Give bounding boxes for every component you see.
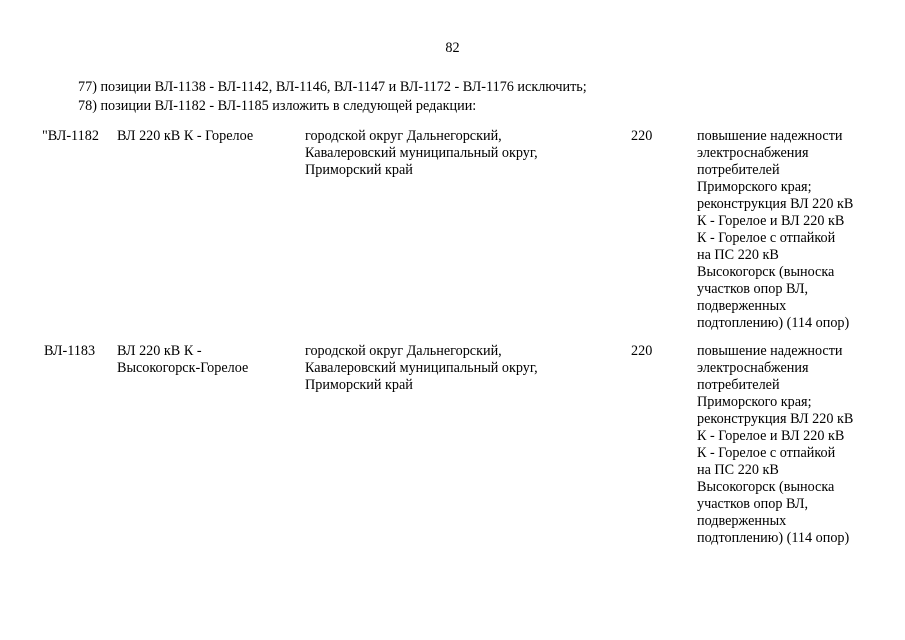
row-code: ВЛ-1183 (44, 343, 96, 359)
page-number: 82 (445, 40, 460, 56)
row-voltage: 220 (631, 128, 653, 144)
paragraph-77: 77) позиции ВЛ-1138 - ВЛ-1142, ВЛ-1146, ВЛ-1147 и ВЛ-1172 - ВЛ-1176 исключить; (78, 79, 587, 95)
row-line-name: ВЛ 220 кВ К - Высокогорск-Горелое (117, 343, 249, 376)
row-code: "ВЛ-1182 (42, 128, 99, 144)
row-purpose: повышение надежности электроснабжения потребителей Приморского края; реконструкция ВЛ 220 кВ К - Горелое и ВЛ 220 кВ К - Горелое с отпайкой на ПС 220 кВ Высокогорск (выноска участков опор ВЛ, подверженных подтоплению) (114 опор) (697, 128, 854, 331)
paragraph-78: 78) позиции ВЛ-1182 - ВЛ-1185 изложить в следующей редакции: (78, 98, 477, 114)
row-location: городской округ Дальнегорский, Кавалеровский муниципальный округ, Приморский край (305, 343, 538, 393)
row-voltage: 220 (631, 343, 653, 359)
row-location: городской округ Дальнегорский, Кавалеровский муниципальный округ, Приморский край (305, 128, 538, 178)
row-purpose: повышение надежности электроснабжения потребителей Приморского края; реконструкция ВЛ 220 кВ К - Горелое и ВЛ 220 кВ К - Горелое с отпайкой на ПС 220 кВ Высокогорск (выноска участков опор ВЛ, подверженных подтоплению) (114 опор) (697, 343, 854, 546)
row-line-name: ВЛ 220 кВ К - Горелое (117, 128, 254, 144)
